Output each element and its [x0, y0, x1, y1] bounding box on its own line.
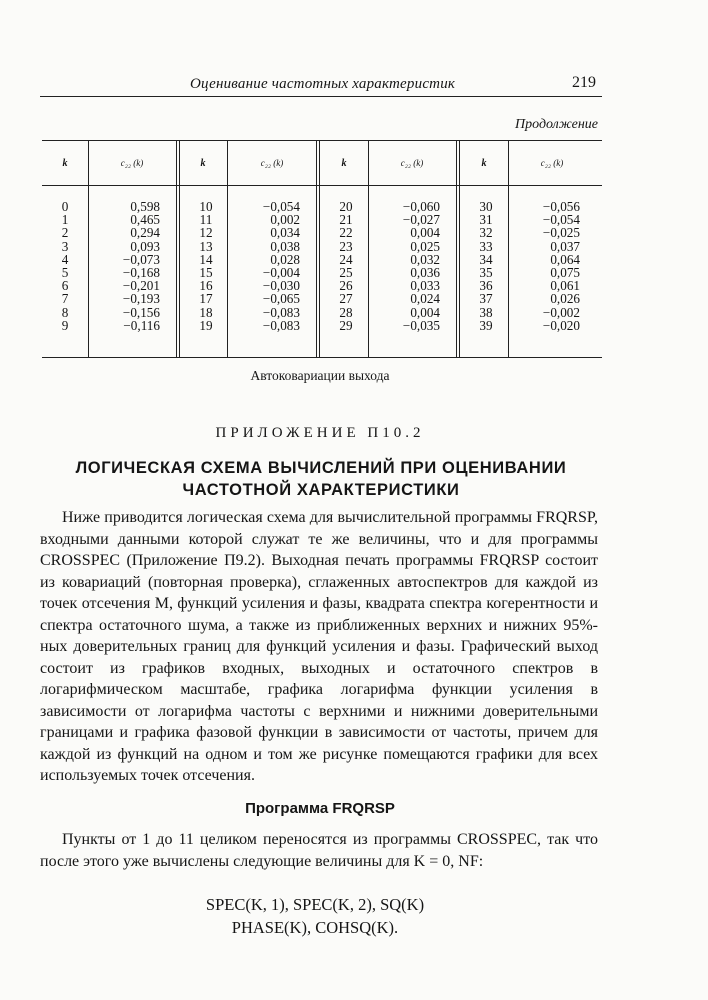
k-cell: 27	[339, 291, 353, 307]
column-header-k: k	[200, 158, 206, 169]
column-divider	[368, 140, 369, 358]
k-cell: 21	[339, 212, 353, 228]
k-cell: 25	[339, 264, 353, 280]
k-cell: 33	[479, 238, 493, 254]
c22-cell: −0,168	[122, 264, 160, 280]
c22-cell: −0,083	[262, 304, 300, 320]
c22-cell: −0,060	[402, 199, 440, 214]
c22-cell: −0,156	[122, 304, 160, 320]
c22-cell: −0,083	[262, 317, 300, 333]
c22-cell: 0,075	[550, 264, 580, 280]
k-cell: 38	[479, 304, 493, 320]
c22-cell: 0,034	[270, 225, 300, 241]
c22-cell: −0,073	[122, 251, 160, 267]
k-cell: 14	[199, 251, 213, 267]
k-cell: 16	[199, 278, 213, 294]
c22-cell: 0,024	[410, 291, 440, 307]
c22-cell: −0,004	[262, 264, 300, 280]
k-cell: 10	[199, 199, 213, 214]
group-divider	[456, 140, 460, 358]
k-cell: 39	[479, 317, 493, 333]
c22-cell: −0,002	[542, 304, 580, 320]
c22-cell: 0,028	[270, 251, 300, 267]
c22-cell: 0,026	[550, 291, 580, 307]
running-title: Оценивание частотных характеристик	[190, 76, 456, 92]
column-divider	[508, 140, 509, 358]
column-header-k: k	[62, 158, 68, 169]
c22-cell: 0,032	[410, 251, 440, 267]
body-paragraph: Ниже приводится логическая схема для вычислительной программы FRQRSP, входными данными которой служат те же величины, что и для программы CROSSPEC (Приложение П9.2). Выходная печать программы FRQRSP состоит из ковариаций (повторная проверка), сглаженных автоспектров для каждой из точек отсечения M, функций усиления и фазы, квадрата спектра когерентности и спектра остаточного шума, а также из приближенных верхних и нижних 95%-ных доверительных границ для функций усиления и фазы. Графический выход состоит из графиков входных, выходных и остаточного спектров в логарифмическом масштабе, графика логарифма функции усиления в зависимости от логарифма частоты с верхними и нижними доверительными границами и графика фазовой функции в зависимости от частоты, причем для каждой из функций на одном и том же рисунке помещаются графики для всех используемых точек отсечения.	[40, 509, 598, 784]
section-title-line-1: ЛОГИЧЕСКАЯ СХЕМА ВЫЧИСЛЕНИЙ ПРИ ОЦЕНИВАНИИ	[75, 459, 567, 477]
k-column	[45, 200, 85, 332]
value-column	[92, 200, 160, 332]
k-cell: 23	[339, 238, 353, 254]
c22-cell: −0,065	[262, 291, 300, 307]
k-cell: 13	[199, 238, 213, 254]
column-divider	[88, 140, 89, 358]
c22-cell: 0,004	[410, 225, 440, 241]
c22-cell: −0,056	[542, 199, 580, 214]
c22-cell: 0,061	[550, 278, 580, 294]
column-header-k: k	[481, 158, 487, 169]
c22-cell: −0,054	[542, 212, 580, 228]
k-cell: 20	[339, 199, 353, 214]
k-cell: 29	[339, 317, 353, 333]
c22-cell: −0,030	[262, 278, 300, 294]
c22-cell: −0,193	[122, 291, 160, 307]
c22-cell: −0,035	[402, 317, 440, 333]
k-cell: 32	[479, 225, 493, 241]
section-title	[40, 457, 602, 501]
autocovariance-table	[42, 140, 602, 358]
k-cell: 4	[61, 251, 69, 267]
k-cell: 22	[339, 225, 353, 241]
c22-cell: −0,025	[542, 225, 580, 241]
running-header	[40, 74, 602, 97]
k-cell: 35	[479, 264, 493, 280]
k-column	[186, 200, 226, 332]
table-caption: Автоковариации выхода	[250, 368, 390, 383]
k-cell: 5	[61, 264, 69, 280]
k-cell: 19	[199, 317, 213, 333]
formula-line-2: PHASE(K), COHSQ(K).	[231, 918, 399, 937]
k-cell: 1	[61, 212, 69, 228]
c22-cell: 0,004	[410, 304, 440, 320]
k-cell: 17	[199, 291, 213, 307]
k-cell: 9	[61, 317, 69, 333]
c22-cell: 0,598	[130, 199, 160, 214]
column-header-c22: c₂₂ (k)	[400, 158, 424, 168]
value-column	[232, 200, 300, 332]
k-cell: 37	[479, 291, 493, 307]
value-column	[372, 200, 440, 332]
column-header-c22: c₂₂ (k)	[120, 158, 144, 168]
c22-cell: 0,025	[410, 238, 440, 254]
c22-cell: −0,054	[262, 199, 300, 214]
k-cell: 24	[339, 251, 353, 267]
c22-cell: 0,033	[410, 278, 440, 294]
k-cell: 11	[199, 212, 213, 228]
program-heading: Программа FRQRSP	[245, 800, 395, 817]
k-cell: 26	[339, 278, 353, 294]
column-header-k: k	[341, 158, 347, 169]
c22-cell: 0,002	[270, 212, 300, 228]
table-top-rule	[42, 140, 602, 141]
program-paragraph: Пункты от 1 до 11 целиком переносятся из программы CROSSPEC, так что после этого уже вычислены следующие величины для K = 0, NF:	[40, 831, 598, 870]
column-header-c22: c₂₂ (k)	[540, 158, 564, 168]
k-cell: 7	[61, 291, 69, 307]
k-column	[326, 200, 366, 332]
section-title-line-2: ЧАСТОТНОЙ ХАРАКТЕРИСТИКИ	[182, 481, 460, 499]
k-cell: 6	[61, 278, 69, 294]
table-continuation-label: Продолжение	[515, 117, 598, 132]
k-cell: 8	[61, 304, 69, 320]
c22-cell: 0,465	[130, 212, 160, 228]
c22-cell: 0,036	[410, 264, 440, 280]
value-column	[512, 200, 580, 332]
k-cell: 3	[61, 238, 69, 254]
k-cell: 34	[479, 251, 493, 267]
page-number: 219	[572, 74, 596, 91]
c22-cell: −0,201	[122, 278, 160, 294]
c22-cell: 0,037	[550, 238, 580, 254]
c22-cell: 0,093	[130, 238, 160, 254]
group-divider	[316, 140, 320, 358]
formula-line-1: SPEC(K, 1), SPEC(K, 2), SQ(K)	[205, 895, 425, 914]
k-column	[466, 200, 506, 332]
table-header-rule	[42, 185, 602, 186]
group-divider	[176, 140, 180, 358]
c22-cell: −0,027	[402, 212, 440, 228]
k-cell: 18	[199, 304, 213, 320]
k-cell: 2	[61, 225, 69, 241]
k-cell: 15	[199, 264, 213, 280]
k-cell: 31	[479, 212, 493, 228]
k-cell: 30	[479, 199, 493, 214]
table-bottom-rule	[42, 357, 602, 358]
column-header-c22: c₂₂ (k)	[260, 158, 284, 168]
column-divider	[227, 140, 228, 358]
k-cell: 36	[479, 278, 493, 294]
c22-cell: −0,116	[123, 317, 160, 333]
appendix-label: ПРИЛОЖЕНИЕ П10.2	[215, 425, 425, 441]
c22-cell: −0,020	[542, 317, 580, 333]
c22-cell: 0,294	[130, 225, 160, 241]
c22-cell: 0,038	[270, 238, 300, 254]
k-cell: 28	[339, 304, 353, 320]
k-cell: 12	[199, 225, 213, 241]
k-cell: 0	[61, 199, 69, 214]
c22-cell: 0,064	[550, 251, 580, 267]
